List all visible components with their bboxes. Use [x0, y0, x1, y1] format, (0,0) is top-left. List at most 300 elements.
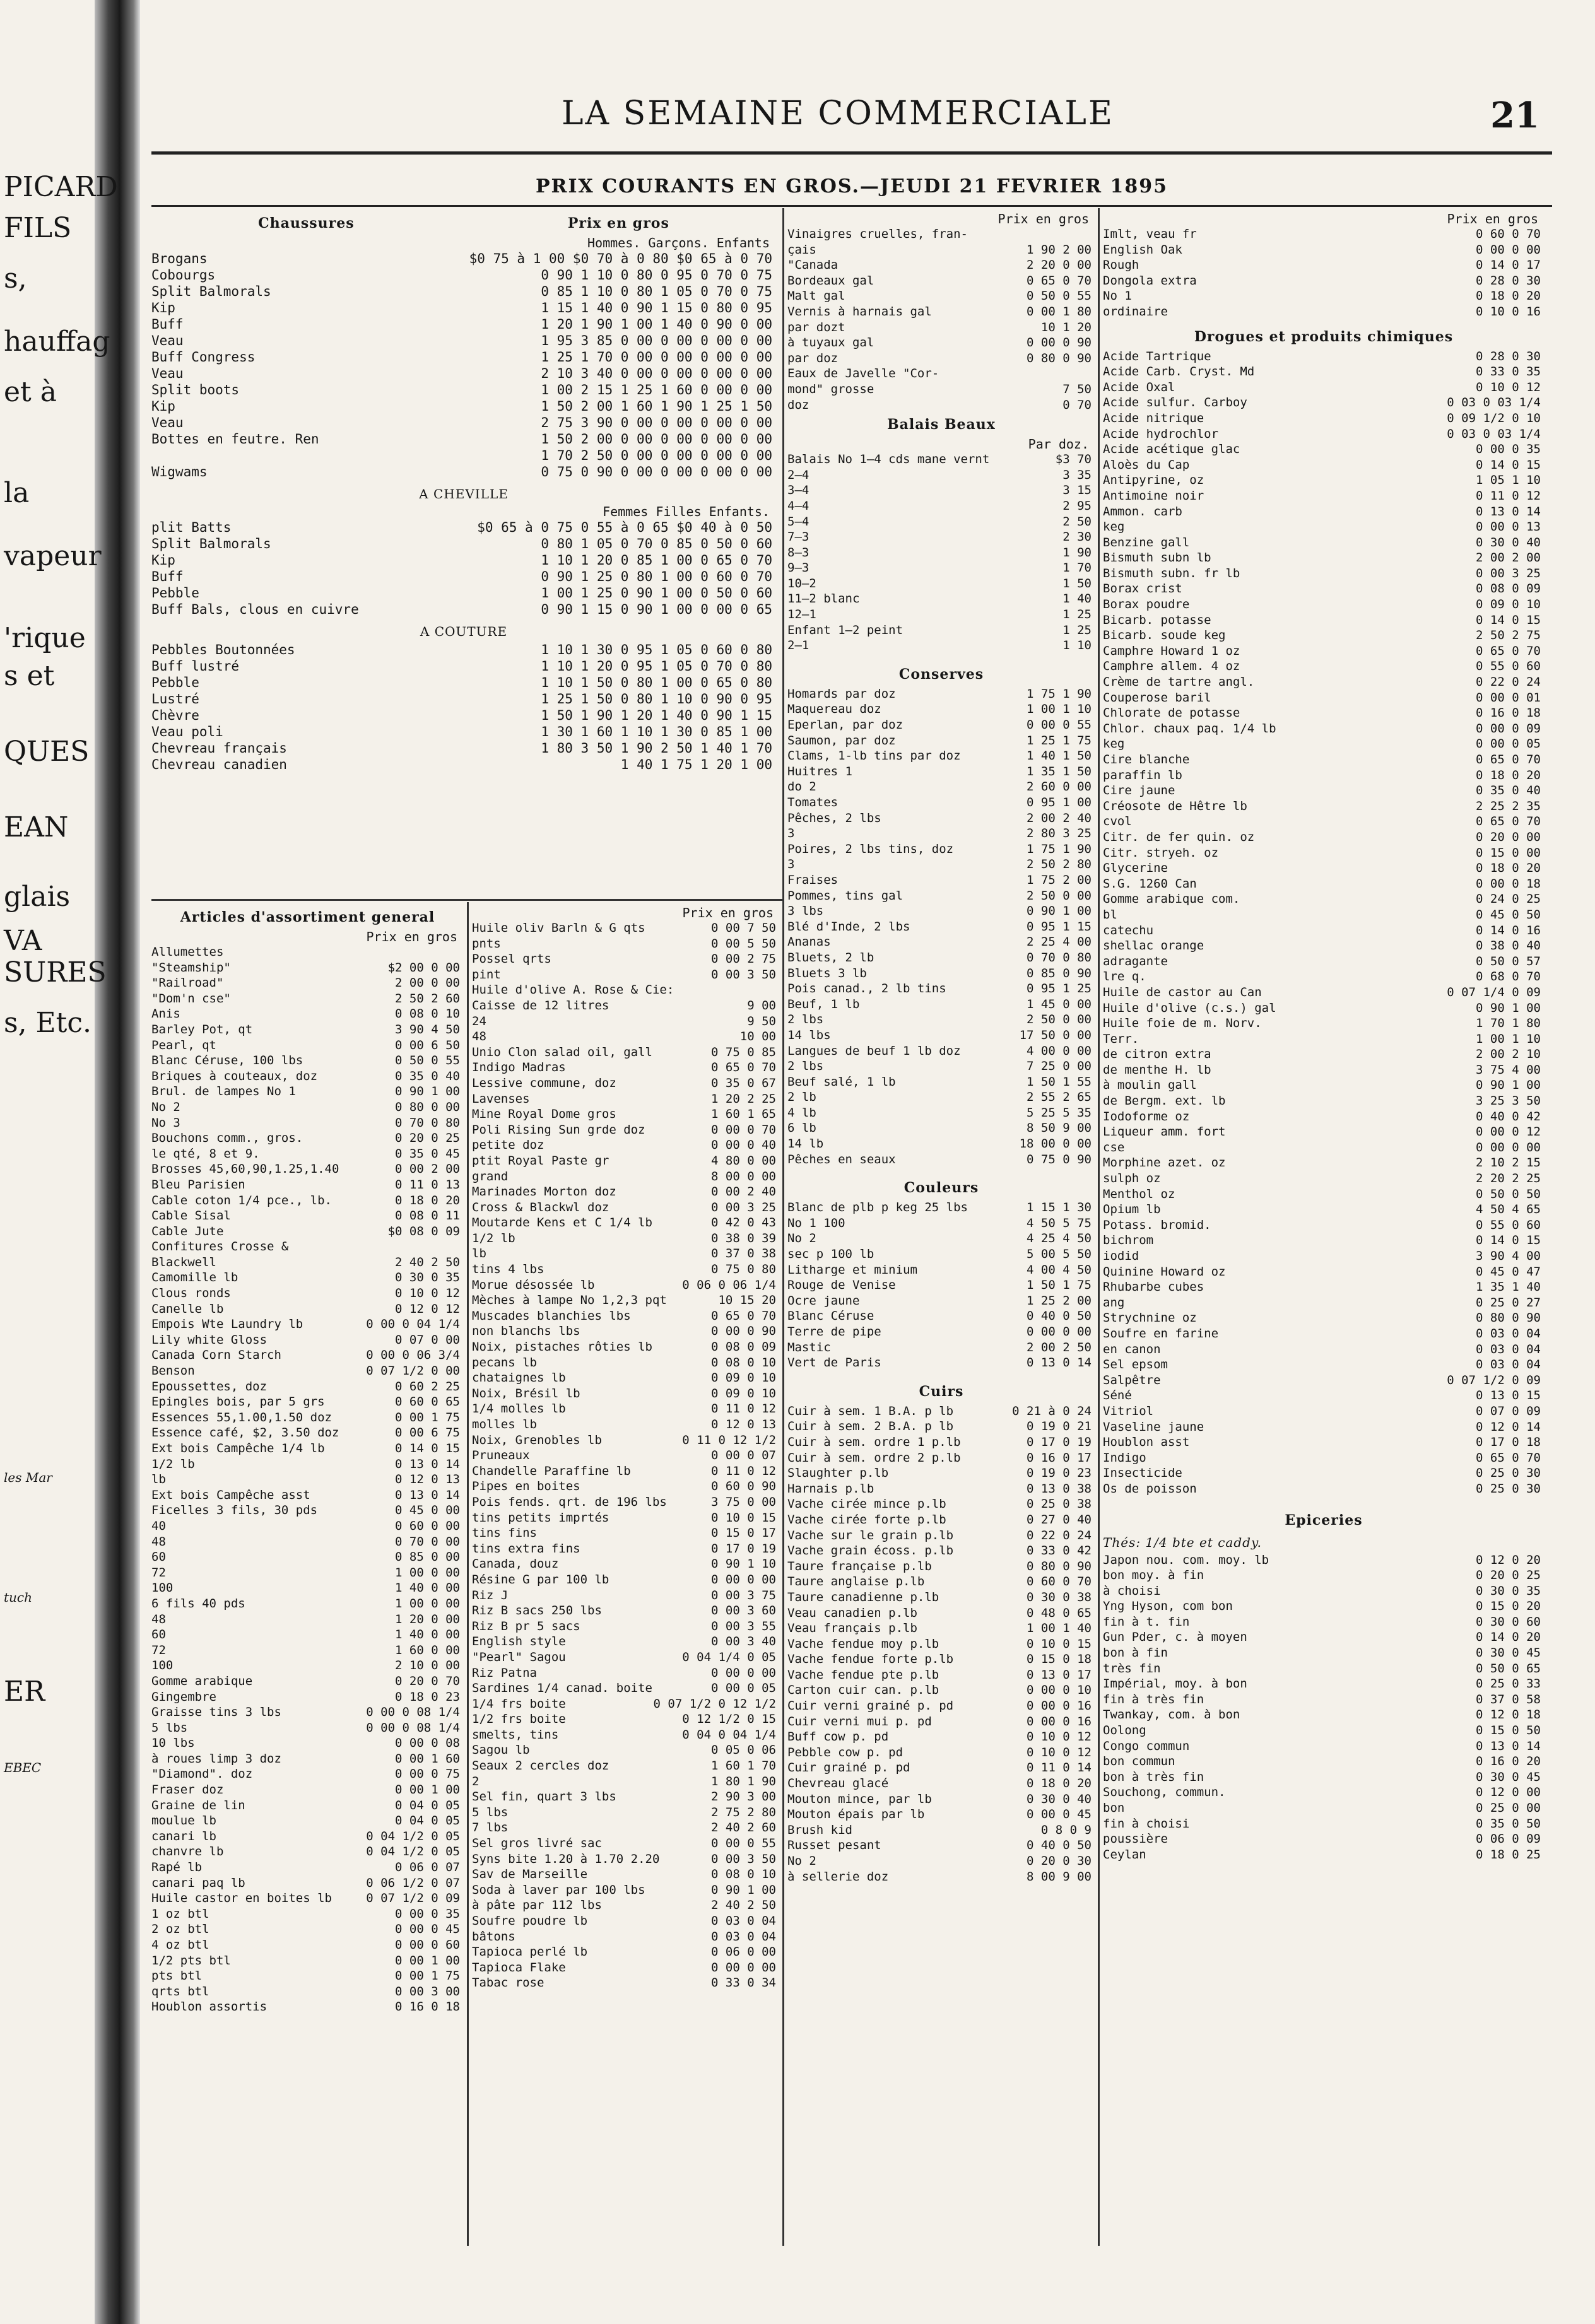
item-label: poussière	[1103, 1832, 1168, 1846]
price-row	[787, 1745, 1095, 1761]
item-label: 3—4	[787, 483, 809, 498]
item-price: 0 11 0 14	[1027, 1761, 1092, 1775]
item-price: 0 14 0 16	[1476, 923, 1541, 937]
item-price: 0 19 0 21	[1027, 1419, 1092, 1434]
item-price: 0 04 1/2 0 05	[366, 1829, 460, 1843]
item-label: Bismuth subn lb	[1103, 551, 1211, 565]
price-row	[151, 1130, 464, 1146]
item-label: tins 4 lbs	[472, 1262, 544, 1277]
item-label: pint	[472, 967, 501, 982]
item-label: Lessive commune, doz	[472, 1076, 616, 1090]
item-price: 0 03 0 04	[1476, 1342, 1541, 1356]
price-row	[787, 483, 1095, 498]
item-price: 0 00 0 00	[711, 1572, 776, 1587]
item-label: Empois Wte Laundry lb	[151, 1317, 303, 1332]
item-label: Cuir à sem. 2 B.A. p lb	[787, 1419, 954, 1434]
price-row	[472, 1494, 780, 1510]
price-row	[472, 1060, 780, 1076]
item-price: 0 50 0 55	[1027, 289, 1092, 303]
item-price: 5 25 5 35	[1027, 1105, 1092, 1120]
item-label: fin à choisi	[1103, 1816, 1190, 1831]
item-label: bon	[1103, 1801, 1125, 1815]
strip-word: glais	[4, 881, 71, 913]
item-price: 0 11 0 13	[395, 1177, 460, 1192]
item-price: 0 00 3 25	[711, 1200, 776, 1214]
price-row	[472, 1742, 780, 1758]
item-label: iodid	[1103, 1249, 1139, 1263]
price-row	[1103, 380, 1545, 396]
item-price: 0 20 0 30	[1027, 1854, 1092, 1868]
item-label: Séné	[1103, 1388, 1132, 1403]
price-row	[1103, 1140, 1545, 1156]
price-row	[1103, 1847, 1545, 1863]
item-price: 0 70 0 80	[395, 1115, 460, 1130]
item-price: 0 13 0 14	[395, 1488, 460, 1502]
item-price: 0 00 0 16	[1027, 1699, 1092, 1713]
price-row	[472, 1277, 780, 1293]
item-price: 0 14 0 15	[395, 1441, 460, 1455]
price-row	[151, 1503, 464, 1518]
item-price: 0 11 0 12	[1476, 488, 1541, 503]
price-row	[151, 1022, 464, 1038]
price-row	[787, 1714, 1095, 1730]
price-row	[1103, 1357, 1545, 1373]
item-label: Cable Jute	[151, 1224, 224, 1238]
item-price: 7 50	[1062, 382, 1092, 396]
item-label: Vinaigres cruelles, fran-	[787, 227, 968, 241]
item-label: Moutarde Kens et C 1/4 lb	[472, 1216, 652, 1230]
item-label: Ceylan	[1103, 1847, 1146, 1862]
item-label: cse	[1103, 1140, 1125, 1154]
item-label: Pêches en seaux	[787, 1152, 896, 1166]
price-row	[151, 1922, 464, 1937]
col4-prices-label: Prix en gros	[1447, 211, 1538, 226]
item-price: 1 35 1 40	[1476, 1280, 1541, 1294]
item-price: 10 15 20	[718, 1293, 776, 1308]
price-row	[787, 733, 1095, 749]
item-label: 2 lb	[787, 1090, 816, 1105]
item-label: doz	[787, 397, 809, 412]
item-price: 0 25 0 30	[1476, 1466, 1541, 1481]
item-price: 0 85 1 10 0 80 1 05 0 70 0 75	[541, 284, 772, 299]
item-label: Balais No 1—4 cds mane vernt	[787, 452, 990, 467]
item-label: Résine G par 100 lb	[472, 1572, 609, 1587]
item-price: 2 40 2 50	[711, 1898, 776, 1913]
item-label: Buff lustré	[151, 659, 240, 674]
item-price: 1 10 1 50 0 80 1 00 0 65 0 80	[541, 675, 772, 690]
item-label: Buff Bals, clous en cuivre	[151, 602, 359, 617]
item-label: Gun Pder, c. à moyen	[1103, 1630, 1247, 1645]
item-price: 0 07 1/2 0 00	[366, 1364, 460, 1378]
item-price: 1 75 1 90	[1027, 842, 1092, 856]
item-label: bl	[1103, 907, 1117, 922]
item-price: 0 00 3 50	[711, 967, 776, 982]
item-price	[460, 1239, 464, 1255]
item-label: bâtons	[472, 1929, 515, 1944]
running-head	[151, 95, 1577, 139]
item-label: Tomates	[787, 795, 839, 809]
item-price: 0 08 0 11	[395, 1209, 460, 1223]
item-price: 0 10 0 15	[1027, 1636, 1092, 1651]
price-row	[151, 1643, 464, 1658]
item-price: 0 08 0 10	[711, 1355, 776, 1370]
item-label: Cuir verni mui p. pd	[787, 1714, 932, 1728]
chaussures-title: Chaussures	[258, 215, 355, 232]
price-row	[472, 1417, 780, 1433]
price-row	[787, 1869, 1095, 1885]
price-row	[472, 1960, 780, 1976]
item-price: 7 25 0 00	[1027, 1059, 1092, 1074]
price-row	[151, 568, 776, 585]
price-row	[1103, 581, 1545, 597]
strip-word: FILS	[4, 212, 72, 244]
price-row	[1103, 1279, 1545, 1295]
cuirs-title: Cuirs	[919, 1383, 964, 1400]
item-label: le qté, 8 et 9.	[151, 1146, 260, 1161]
item-label: Blanc Céruse	[787, 1309, 874, 1323]
item-price: 0 16 0 20	[1476, 1754, 1541, 1769]
item-price: 0 20 0 00	[1476, 830, 1541, 844]
item-price: 2 75 3 90 0 00 0 00 0 00 0 00	[541, 415, 772, 430]
price-row	[1103, 395, 1545, 411]
item-label: keg	[1103, 520, 1125, 534]
price-row	[151, 1999, 464, 2015]
item-label: 100	[151, 1581, 174, 1595]
item-label: Insecticide	[1103, 1466, 1182, 1481]
item-label: Maquereau doz	[787, 702, 881, 717]
price-row	[787, 1355, 1095, 1371]
price-row	[1103, 364, 1545, 380]
item-label: Potass. bromid.	[1103, 1218, 1211, 1232]
item-price: 0 09 0 10	[711, 1386, 776, 1400]
price-row	[472, 1634, 780, 1650]
item-label: 11—2 blanc	[787, 592, 860, 606]
price-row	[472, 1898, 780, 1913]
item-label: 6 lb	[787, 1121, 816, 1136]
price-row	[1103, 1310, 1545, 1326]
price-row	[787, 1496, 1095, 1512]
item-label: Syns bite 1.20 à 1.70 2.20	[472, 1852, 660, 1866]
item-label: sulph oz	[1103, 1171, 1161, 1186]
price-row	[472, 1091, 780, 1107]
item-price: 1 20 2 25	[711, 1091, 776, 1106]
price-row	[1103, 1723, 1545, 1739]
item-price: 0 00 0 00	[1476, 1140, 1541, 1154]
item-label: plit Batts	[151, 520, 232, 535]
price-row	[472, 1308, 780, 1324]
price-row	[151, 960, 464, 976]
price-row	[1103, 1676, 1545, 1692]
item-price: 0 37 0 58	[1476, 1692, 1541, 1706]
item-price: 0 20 0 25	[1476, 1568, 1541, 1583]
item-price: 0 06 0 06 1/4	[682, 1277, 776, 1292]
item-label: Soda à laver par 100 lbs	[472, 1882, 645, 1897]
vinaigres-prices-label: Prix en gros	[998, 211, 1089, 226]
item-price: 0 22 0 24	[1476, 675, 1541, 690]
item-label: lre q.	[1103, 970, 1146, 984]
price-row	[1103, 1568, 1545, 1583]
item-label: 24	[472, 1014, 486, 1028]
item-label: Riz B pr 5 sacs	[472, 1619, 580, 1633]
item-price: 0 03 0 04	[1476, 1358, 1541, 1372]
item-label: Tapioca perlé lb	[472, 1945, 588, 1959]
item-label: 40	[151, 1518, 166, 1533]
item-price: 1 10 1 20 0 95 1 05 0 70 0 80	[541, 659, 772, 674]
item-price: 0 00 0 60	[395, 1938, 460, 1952]
item-label: Poli Rising Sun grde doz	[472, 1122, 645, 1137]
item-label: Pêches, 2 lbs	[787, 811, 881, 825]
item-price: 8 00 9 00	[1027, 1869, 1092, 1884]
price-row	[151, 740, 776, 756]
item-label: Cross & Blackwl doz	[472, 1200, 609, 1214]
item-label: Fraises	[787, 872, 839, 887]
item-price: 0 14 0 20	[1476, 1630, 1541, 1645]
assortiment-prices-label: Prix en gros	[366, 929, 457, 944]
item-price: 0 35 0 50	[1476, 1816, 1541, 1831]
item-label: par dozt	[787, 320, 845, 334]
price-row	[472, 1603, 780, 1619]
item-price: 0 00 1 75	[395, 1410, 460, 1424]
item-label: Mine Royal Dome gros	[472, 1107, 616, 1122]
price-row	[1103, 1077, 1545, 1093]
item-price: 3 35	[1062, 467, 1092, 482]
price-row	[787, 1277, 1095, 1293]
price-row	[1103, 1187, 1545, 1202]
item-label: Vert de Paris	[787, 1356, 881, 1370]
item-label: Chandelle Paraffine lb	[472, 1464, 631, 1478]
item-price: 2 95	[1062, 498, 1092, 513]
price-row	[787, 903, 1095, 919]
price-row	[472, 1650, 780, 1665]
item-price: 0 09 0 10	[1476, 597, 1541, 612]
item-price: 0 90 1 00	[1027, 904, 1092, 918]
price-row	[1103, 954, 1545, 970]
price-row	[787, 1293, 1095, 1309]
price-row	[1103, 1614, 1545, 1630]
item-label: Pebbles Boutonnées	[151, 642, 295, 657]
item-label: Buff	[151, 569, 184, 584]
price-row	[1103, 349, 1545, 365]
price-row	[1103, 659, 1545, 674]
item-label: Muscades blanchies lbs	[472, 1308, 631, 1323]
price-row	[787, 382, 1095, 397]
item-label: Veau	[151, 366, 184, 381]
item-price: 0 60 0 65	[395, 1395, 460, 1409]
item-label: Imlt, veau fr	[1103, 227, 1197, 241]
price-row	[1103, 1171, 1545, 1187]
price-row	[787, 842, 1095, 857]
item-price: 0 30 0 60	[1476, 1614, 1541, 1629]
item-price: 10 1 20	[1040, 320, 1092, 334]
price-row	[787, 1120, 1095, 1136]
item-price: 0 75 0 85	[711, 1045, 776, 1059]
item-price: 4 50 5 75	[1027, 1216, 1092, 1230]
price-row	[787, 1667, 1095, 1683]
item-price: 0 30 0 35	[395, 1271, 460, 1285]
item-label: Pruneaux	[472, 1448, 530, 1463]
item-label: fin à très fin	[1103, 1692, 1204, 1706]
item-label: Carton cuir can. p.lb	[787, 1683, 939, 1698]
item-label: do 2	[787, 780, 816, 794]
price-row	[472, 1867, 780, 1882]
item-price: 1 50	[1062, 576, 1092, 590]
item-price: 0 04 0 05	[395, 1814, 460, 1828]
item-price: 0 08 0 10	[711, 1867, 776, 1882]
item-label: Menthol oz	[1103, 1187, 1175, 1201]
price-row	[472, 998, 780, 1014]
item-label: 100	[151, 1658, 174, 1673]
item-label: paraffin lb	[1103, 768, 1182, 782]
price-row	[1103, 907, 1545, 923]
price-row	[1103, 550, 1545, 566]
price-row	[151, 1332, 464, 1348]
item-price: 0 48 0 65	[1027, 1605, 1092, 1620]
item-label: Vache fendue forte p.lb	[787, 1652, 954, 1667]
item-label: Liqueur amm. fort	[1103, 1125, 1226, 1139]
strip-word: s et	[4, 660, 55, 692]
item-label: Buff cow p. pd	[787, 1730, 889, 1744]
item-price: 8 00 0 00	[711, 1169, 776, 1183]
price-row	[787, 1074, 1095, 1090]
price-row	[787, 545, 1095, 561]
item-price: 0 18 0 25	[1476, 1847, 1541, 1862]
item-price: 0 65 0 70	[1476, 753, 1541, 766]
item-price: 17 50 0 00	[1019, 1028, 1092, 1042]
price-row	[1103, 1583, 1545, 1599]
item-price: 2 50 0 00	[1027, 888, 1092, 903]
item-label: Vache fendue pte p.lb	[787, 1667, 939, 1682]
item-label: Couperose baril	[1103, 690, 1211, 705]
item-price: 1 00 0 00	[395, 1596, 460, 1611]
item-price: 0 09 0 10	[711, 1371, 776, 1385]
price-row	[1103, 1233, 1545, 1248]
item-price: 0 60 0 90	[711, 1479, 776, 1494]
price-row	[1103, 304, 1545, 320]
price-row	[151, 1782, 464, 1798]
item-price	[460, 944, 464, 960]
item-price: 0 00 0 00	[711, 1665, 776, 1680]
price-row	[151, 1208, 464, 1224]
price-row	[787, 686, 1095, 702]
item-price: 0 12 0 18	[1476, 1708, 1541, 1722]
price-row	[1103, 1016, 1545, 1031]
item-label: Camphre allem. 4 oz	[1103, 659, 1240, 674]
item-price: 0 33 0 35	[1476, 365, 1541, 379]
item-price: 0 00 0 08	[395, 1736, 460, 1751]
item-label: Iodoforme oz	[1103, 1109, 1190, 1124]
item-label: Beuf, 1 lb	[787, 997, 860, 1011]
item-price: 0 00 0 55	[711, 1836, 776, 1851]
price-row	[472, 1882, 780, 1898]
item-label: Antimoine noir	[1103, 488, 1204, 503]
item-label: Pearl, qt	[151, 1038, 216, 1052]
item-label: Congo commun	[1103, 1739, 1190, 1753]
item-price: 1 50 1 55	[1027, 1074, 1092, 1089]
item-price: 1 70 1 80	[1476, 1016, 1541, 1031]
item-price: 0 65 0 70	[711, 1060, 776, 1075]
price-row	[472, 1184, 780, 1200]
item-label: Bicarb. potasse	[1103, 613, 1211, 627]
price-row	[151, 1751, 464, 1767]
price-row	[787, 351, 1095, 367]
price-row	[787, 1729, 1095, 1745]
price-row	[151, 724, 776, 740]
item-price: 0 00 0 06 3/4	[366, 1348, 460, 1363]
price-row	[151, 1224, 464, 1240]
item-label: Souchong, commun.	[1103, 1785, 1226, 1800]
item-price: 0 00 0 04 1/4	[366, 1317, 460, 1332]
price-row	[1103, 1661, 1545, 1677]
strip-word: vapeur	[4, 540, 102, 572]
item-price: 0 95 1 00	[1027, 795, 1092, 809]
item-price: 0 35 0 40	[1476, 783, 1541, 798]
item-price: 1 20 1 90 1 00 1 40 0 90 0 00	[541, 317, 772, 332]
item-label: Essences 55,1.00,1.50 doz	[151, 1410, 332, 1424]
item-price: 0 25 0 33	[1476, 1677, 1541, 1691]
item-label: Veau canadien p.lb	[787, 1605, 917, 1620]
price-row	[472, 1510, 780, 1526]
price-row	[151, 1968, 464, 1984]
item-label: Pebble cow p. pd	[787, 1745, 903, 1759]
price-row	[1103, 1435, 1545, 1450]
item-label: Russet pesant	[787, 1838, 881, 1853]
item-price: 0 08 0 09	[711, 1340, 776, 1354]
price-row	[787, 1621, 1095, 1636]
item-price: 2 25 4 00	[1027, 935, 1092, 949]
item-label: Bismuth subn. fr lb	[1103, 566, 1240, 580]
item-label: 7 lbs	[472, 1821, 509, 1835]
item-price: 1 95 3 85 0 00 0 00 0 00 0 00	[541, 333, 772, 348]
price-row	[787, 1528, 1095, 1544]
price-row	[151, 1658, 464, 1674]
item-label: sec p 100 lb	[787, 1247, 874, 1262]
price-row	[472, 1789, 780, 1805]
item-price: 0 11 0 12	[711, 1464, 776, 1478]
item-label: Huile d'olive A. Rose & Cie:	[472, 983, 674, 997]
price-row	[787, 1822, 1095, 1838]
price-row	[1103, 690, 1545, 706]
price-row	[1103, 845, 1545, 861]
assortiment-continued	[472, 905, 780, 2246]
item-label: Canada, douz	[472, 1557, 559, 1571]
item-price: 0 00 0 00	[1476, 242, 1541, 257]
item-price: 0 18 0 23	[395, 1689, 460, 1704]
couture-title: A COUTURE	[420, 624, 508, 639]
item-label: Terre de pipe	[787, 1325, 881, 1339]
item-label: Bluets, 2 lb	[787, 950, 874, 965]
price-row	[787, 701, 1095, 717]
item-price: 0 10 0 12	[1476, 380, 1541, 394]
price-row	[787, 1419, 1095, 1435]
price-row	[1103, 1739, 1545, 1754]
price-row	[151, 1161, 464, 1177]
item-label: Pois fends. qrt. de 196 lbs	[472, 1494, 667, 1509]
item-price: $0 75 à 1 00 $0 70 à 0 80 $0 65 à 0 70	[469, 251, 772, 266]
price-row	[1103, 891, 1545, 907]
item-price: 0 00 3 50	[711, 1852, 776, 1866]
item-label: bichrom	[1103, 1233, 1154, 1248]
item-label: Mouton épais par lb	[787, 1807, 925, 1822]
item-price: 1 40 1 75 1 20 1 00	[620, 757, 772, 772]
price-row	[151, 1177, 464, 1193]
price-row	[151, 1053, 464, 1069]
price-row	[787, 1698, 1095, 1714]
price-row	[472, 1572, 780, 1588]
item-price: 0 00 0 05	[1476, 737, 1541, 751]
item-price: 0 00 0 01	[1476, 690, 1541, 705]
price-row	[472, 1836, 780, 1852]
item-price: 0 04 1/2 0 05	[366, 1845, 460, 1859]
